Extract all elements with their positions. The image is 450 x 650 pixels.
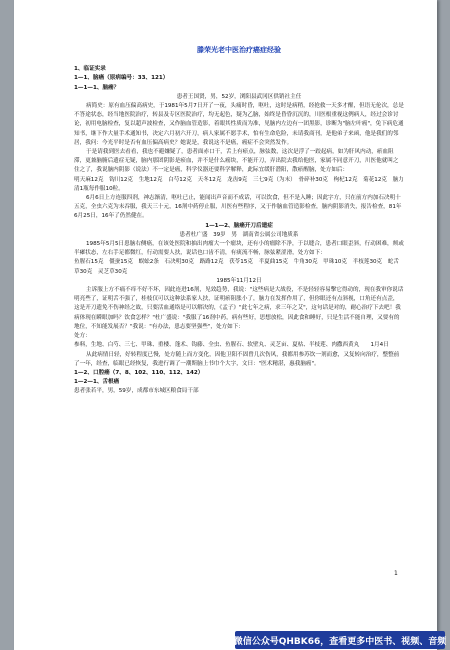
subsection-heading: 1—1、脑癌（原病编号：33、121） [74, 75, 169, 82]
document-page [14, 0, 437, 650]
promo-banner [235, 631, 445, 649]
date-line: 1985年11月12日 [216, 277, 262, 284]
section-heading: 1、临证实录 [74, 66, 106, 73]
subsection-heading: 1—2、口腔癌（7、8、102、110、112、142） [74, 369, 204, 376]
paragraph: 主诉服上方不痛不痒不好不坏，因此连进16剂，见效趋势，我说："这些病是大战役，不是轻轻容易擊它得动的，现在我审你说话明亮些了，证明舌不强了，桂枝仅可以这种法系家人扶，证明瘀阻胀小了，脑力在发挥作用了，但你眼还有点斜视，口角还有点歪，这是开刀遗免不伤神经之故，只要活血通络是可以解决的，《孟子》"此七年之病，求三年之艾"，这句话是对的，耐心治疗下去吧！我病体现在瞬眼加吗？饮食怎样？"杜广盛说："我服了16剂中药，病有些好，思想放松，因此食和睡好，只是生活不能自理，又要有的地位，不知能发展否？"我说："有办法，患志要坚强些"，处方如下： [74, 287, 404, 330]
page-number: 1 [394, 570, 398, 577]
paragraph: 1985年5月5日患脑右侧癌，在该处医院和抽出肉瘤大一个瘤块，还有小的瘤除不净，于以缝合，患者口眼歪斜，行动困难，颊或半瘫状态，左右手足都微红，行动需要人扶，说话也口齿不清，有痰流不畅，脉弦紧涩滑，处方如下： [74, 241, 404, 257]
subsubsection-heading: 1—1—1、脑癌？ [74, 84, 120, 91]
paragraph: 于是请我到医去看看，我也不避嫌疑了，患者面赤口干，舌上有瘀点，脉弦数，这次是浮了一跤起病，如为肝风内动，瘀血阻滞，更兼脑腑后遗症无疑，脑内那团阴影是瘀血，并不是什么癌块，不能开刀，弄出院去我给他医，家属不同意开刀，川医他就叫之住之了，我说脑内阴影（说法）不一定是癌，科学仪器还要科学解释，此际宜缓肝潜阳，散瘀醒脑，处方如后： [74, 149, 399, 174]
case-intro: 患者杜广盛 39岁 男 湖南省公属公司地质系 [179, 231, 299, 238]
paragraph: 6月6日上方连服四剂，神志渐清，呕吐已止，能闻出声音而不成话，可以饮食，但不是入睡；因此字方，只在前方内加石决明十五克，全虫六克为末吞服，我天三十元，16剂中药停止服，川医有些程序，又于作脑血管造影检查，脑内阴影消失，报告检查，81年6月25日，16年了仍然健在。 [74, 195, 402, 220]
case-intro: 患者张若平，男，59岁，成都市东城区粮食局干部 [74, 388, 199, 395]
document-body [74, 46, 404, 397]
case-intro: 患者王国贤，男，52岁，浏阳县武冈区供销社主任 [176, 93, 302, 100]
document-title: 滕荣光老中医治疗癌症经验 [197, 46, 281, 54]
prescription: 明天麻12克 钩川12克 生地12克 白芍12克 天冬12克 龙齿9克 三七9克（为末） 骨碎补30克 枸杞12克 菊花12克 脑力清1瓶每作服10粒。 [74, 176, 404, 192]
paragraph: 从此病情日轻，好转程度已慢，处方随上而方变化，因他卫阳不固曾几次伤风，我都用参苏饮一剂而愈，又复转向治疗，整整前了一年，经查，临眼已经恢复，我进行调了一潮斯脑上书巾个大字，文曰："医术精湛，惠我脑癌"。 [74, 351, 400, 367]
subsubsection-heading: 1—1—2、脑癌开刀后遗症 [205, 222, 273, 229]
prescription: 鱼腥石15克 僵蚕15克 蜈蚣2条 石决明30克 路路12克 茯苓15克 半夏曲15克 牛角30克 甲珠10克 半枝莲30克 蛇舌草30克 灵芝草30克 [74, 259, 399, 275]
prescription-label: 处方： [74, 333, 91, 340]
paragraph: 病简史：原有血压偏高病史，于1981年5月7日开了一夜，头痛时昏，呕吐，这时是病稍，经抢救一天多才醒，但语无伦次，总是不答途状态，经当地医院治疗，转县及专区医院治疗，均无起色，疑为乙脑，始终是昏昏沉沉的，川医根重视这例病人，经过会诊讨论，初用电脑检查，复以超声波检查，又作脑血管造影，着眼其性质而为准，见脑内左边有一团黑影，诊断为"脑左叶癌"，免下病危通知书，继下作大量手术通知书，决定六月初六开刀，病人家属不愿手术，怕有生命危险，未请我商刊，是他弟子来函，他是我们的邻居，我问：今光平时是否有血压偏高病史？她说是，我说这不是癌，癌症不会突然发作。 [74, 103, 404, 146]
promo-banner-text: 微信公众号QHBK66，查看更多中医书、视频、音频 [233, 636, 447, 647]
subsubsection-heading: 1—2—1、舌根癌 [74, 379, 120, 386]
prescription: 参料，生地、白芍、三七、甲珠、重楼、蓬术、钩藤、全虫、鱼腥石、软壁丸、灵芝亩、夏枯、半枝莲、肉撒西黄丸 1月4日 [74, 342, 389, 349]
